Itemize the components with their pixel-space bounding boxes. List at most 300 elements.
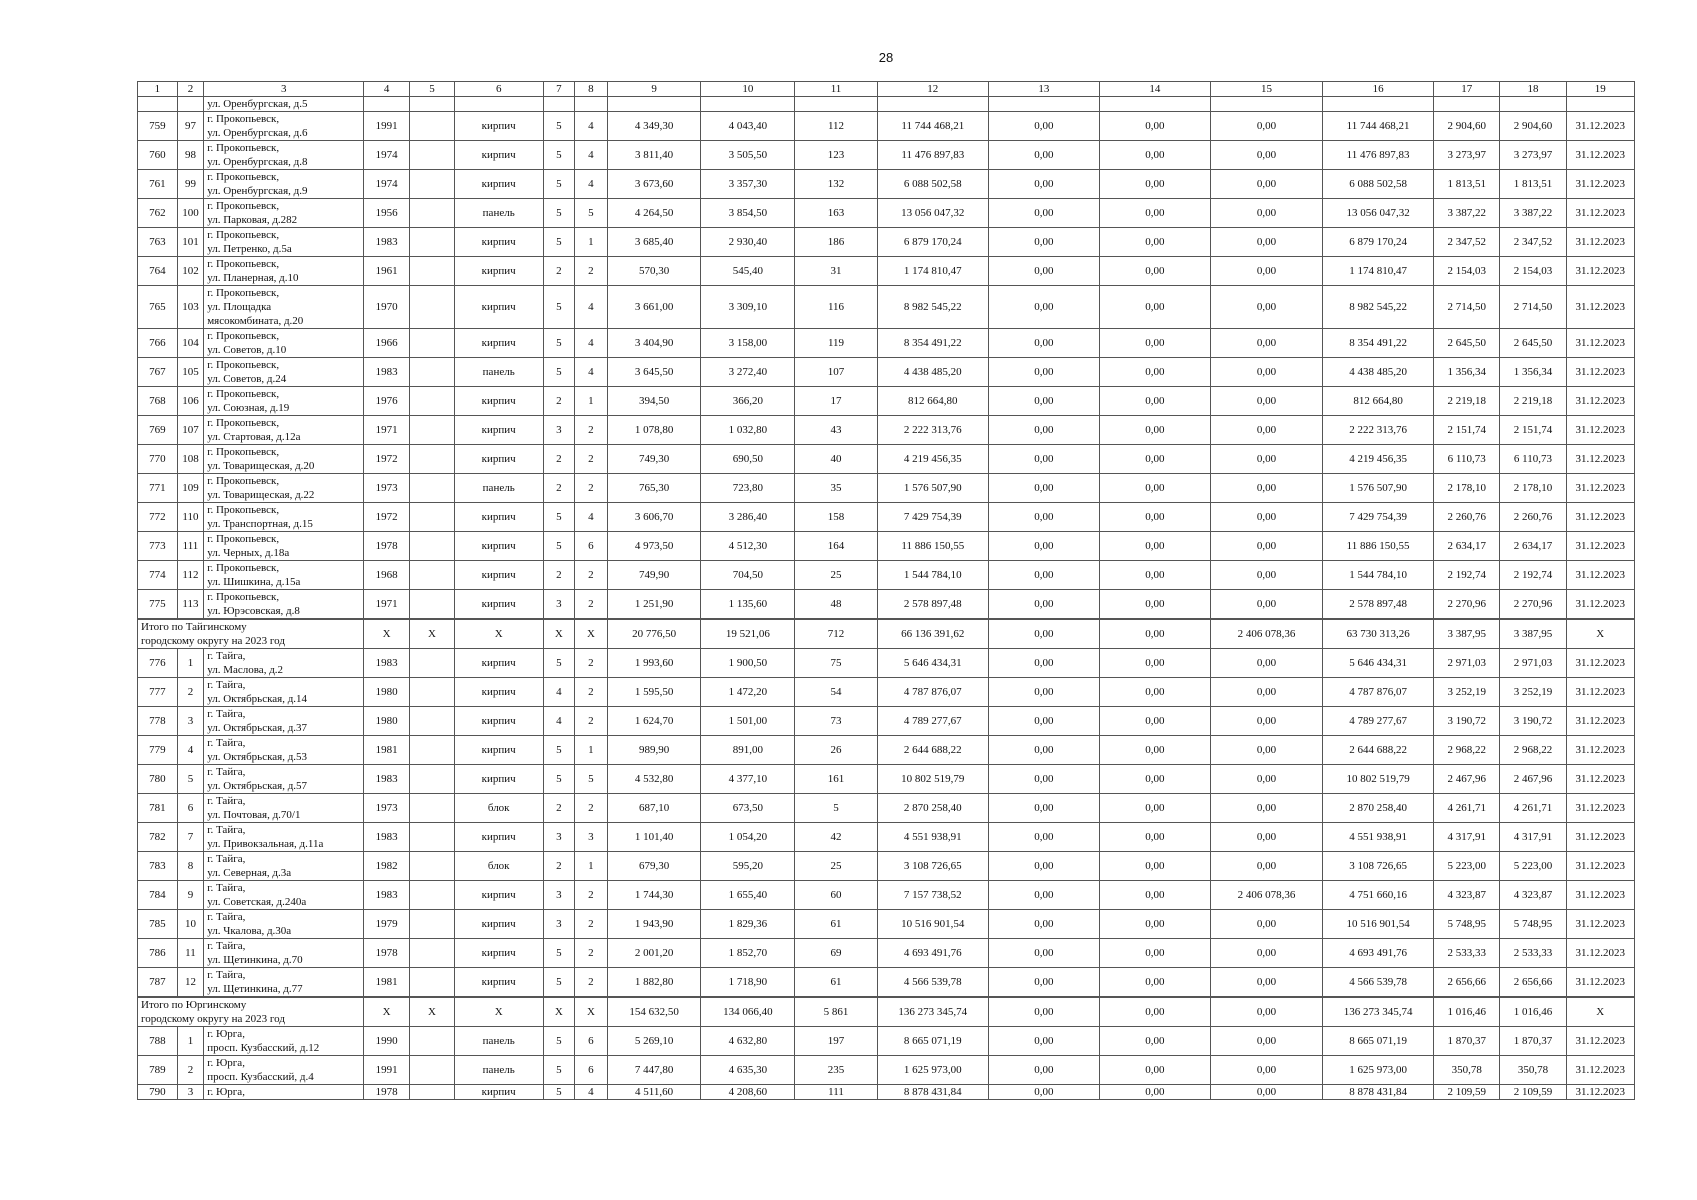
table-cell: 0,00	[1099, 387, 1210, 416]
table-cell: кирпич	[454, 141, 543, 170]
table-cell	[410, 765, 455, 794]
table-cell: 0,00	[988, 794, 1099, 823]
table-cell: 3 673,60	[607, 170, 701, 199]
table-cell: 774	[138, 561, 178, 590]
table-cell: 61	[795, 968, 878, 998]
table-cell: 4	[543, 678, 575, 707]
table-cell: 2	[575, 794, 608, 823]
table-cell: 776	[138, 649, 178, 678]
table-cell: 0,00	[1099, 707, 1210, 736]
table-cell: 0,00	[988, 939, 1099, 968]
table-cell: 0,00	[1210, 997, 1322, 1027]
table-cell: 2 968,22	[1434, 736, 1500, 765]
table-cell: 31.12.2023	[1566, 910, 1634, 939]
table-cell: 0,00	[1099, 561, 1210, 590]
table-cell: 2 001,20	[607, 939, 701, 968]
table-cell: 31.12.2023	[1566, 1027, 1634, 1056]
table-cell	[1434, 97, 1500, 112]
table-cell	[410, 228, 455, 257]
table-cell: 5	[575, 765, 608, 794]
table-cell: 2	[543, 852, 575, 881]
table-cell: 595,20	[701, 852, 795, 881]
table-cell	[795, 97, 878, 112]
address-cell: г. Прокопьевск, ул. Планерная, д.10	[204, 257, 364, 286]
table-cell: 113	[177, 590, 203, 620]
table-cell	[410, 678, 455, 707]
table-cell: 0,00	[1099, 1085, 1210, 1100]
address-cell: г. Тайга, ул. Октябрьская, д.14	[204, 678, 364, 707]
table-cell: 712	[795, 619, 878, 649]
table-cell: 0,00	[988, 968, 1099, 998]
table-cell: 0,00	[1099, 170, 1210, 199]
table-cell: 6 088 502,58	[1323, 170, 1434, 199]
table-row	[138, 112, 1635, 141]
table-cell: 109	[177, 474, 203, 503]
table-cell: 4 323,87	[1500, 881, 1566, 910]
table-cell: 25	[795, 852, 878, 881]
table-cell: 31.12.2023	[1566, 707, 1634, 736]
table-cell: 3 606,70	[607, 503, 701, 532]
table-cell: 779	[138, 736, 178, 765]
table-cell: 5	[543, 1027, 575, 1056]
address-cell: г. Прокопьевск, ул. Площадка мясокомбината, д.20	[204, 286, 364, 329]
table-cell	[1500, 97, 1566, 112]
table-cell: 4 566 539,78	[1323, 968, 1434, 998]
table-cell: 1 576 507,90	[877, 474, 988, 503]
table-cell: 31.12.2023	[1566, 823, 1634, 852]
table-cell: 8 354 491,22	[877, 329, 988, 358]
table-cell: 8 878 431,84	[1323, 1085, 1434, 1100]
table-cell: 11	[177, 939, 203, 968]
table-cell: 2 260,76	[1500, 503, 1566, 532]
table-cell: 768	[138, 387, 178, 416]
table-row	[138, 228, 1635, 257]
table-cell: 1981	[364, 736, 410, 765]
table-cell: 0,00	[988, 112, 1099, 141]
table-cell: 788	[138, 1027, 178, 1056]
table-cell: 4 208,60	[701, 1085, 795, 1100]
column-number: 4	[364, 82, 410, 97]
table-cell: 108	[177, 445, 203, 474]
register-table	[137, 81, 1635, 1100]
column-number: 10	[701, 82, 795, 97]
column-number-row	[138, 82, 1635, 97]
table-cell: 5	[543, 649, 575, 678]
table-cell: 3 252,19	[1500, 678, 1566, 707]
table-cell: 0,00	[988, 765, 1099, 794]
table-cell: 161	[795, 765, 878, 794]
table-cell: 2 222 313,76	[877, 416, 988, 445]
table-cell: 782	[138, 823, 178, 852]
table-cell: 1974	[364, 170, 410, 199]
table-cell: 4 219 456,35	[1323, 445, 1434, 474]
table-cell: 31.12.2023	[1566, 968, 1634, 998]
table-cell: 3 387,22	[1500, 199, 1566, 228]
table-cell: X	[543, 619, 575, 649]
table-cell: блок	[454, 794, 543, 823]
table-cell: 19 521,06	[701, 619, 795, 649]
table-cell: 5	[575, 199, 608, 228]
table-cell: 0,00	[1210, 561, 1322, 590]
table-cell: 61	[795, 910, 878, 939]
table-cell: 0,00	[1210, 678, 1322, 707]
address-cell: г. Прокопьевск, ул. Оренбургская, д.8	[204, 141, 364, 170]
table-cell: 1983	[364, 358, 410, 387]
table-cell: 1961	[364, 257, 410, 286]
address-cell: г. Прокопьевск, ул. Товарищеская, д.20	[204, 445, 364, 474]
table-cell: 2	[575, 707, 608, 736]
table-cell: 0,00	[988, 474, 1099, 503]
table-cell: 31.12.2023	[1566, 1085, 1634, 1100]
table-cell: 40	[795, 445, 878, 474]
table-row	[138, 358, 1635, 387]
table-row	[138, 736, 1635, 765]
table-cell: 781	[138, 794, 178, 823]
table-cell: 0,00	[1099, 329, 1210, 358]
table-cell: 1	[177, 1027, 203, 1056]
table-cell: 8 982 545,22	[877, 286, 988, 329]
table-cell: 2 151,74	[1434, 416, 1500, 445]
table-cell: 2	[543, 445, 575, 474]
column-number: 17	[1434, 82, 1500, 97]
table-row	[138, 329, 1635, 358]
table-cell: 98	[177, 141, 203, 170]
table-row	[138, 387, 1635, 416]
table-cell	[1566, 97, 1634, 112]
table-cell: 3 357,30	[701, 170, 795, 199]
address-cell: г. Тайга, ул. Маслова, д.2	[204, 649, 364, 678]
table-cell: 1 032,80	[701, 416, 795, 445]
table-cell: 0,00	[988, 649, 1099, 678]
table-cell	[410, 503, 455, 532]
continuation-row	[138, 97, 1635, 112]
table-cell: 1972	[364, 445, 410, 474]
table-cell: 786	[138, 939, 178, 968]
table-cell: 3 387,95	[1500, 619, 1566, 649]
address-cell: г. Прокопьевск, ул. Парковая, д.282	[204, 199, 364, 228]
table-row	[138, 170, 1635, 199]
table-cell: 11 886 150,55	[1323, 532, 1434, 561]
table-cell: 10 802 519,79	[877, 765, 988, 794]
table-cell	[410, 910, 455, 939]
table-cell: 11 744 468,21	[1323, 112, 1434, 141]
table-cell: 3	[543, 881, 575, 910]
table-cell: 6	[575, 1027, 608, 1056]
table-cell: 4 512,30	[701, 532, 795, 561]
table-cell: 790	[138, 1085, 178, 1100]
table-cell: 0,00	[1210, 112, 1322, 141]
table-cell: 1 625 973,00	[1323, 1056, 1434, 1085]
table-cell: 4 511,60	[607, 1085, 701, 1100]
table-cell: 0,00	[1210, 329, 1322, 358]
table-cell: 3 505,50	[701, 141, 795, 170]
table-cell: 0,00	[988, 170, 1099, 199]
table-cell: 767	[138, 358, 178, 387]
table-cell: 0,00	[1210, 707, 1322, 736]
table-cell: 1991	[364, 112, 410, 141]
table-cell: 1 501,00	[701, 707, 795, 736]
table-cell: панель	[454, 358, 543, 387]
address-cell: г. Юрга, просп. Кузбасский, д.12	[204, 1027, 364, 1056]
table-cell: 0,00	[1210, 765, 1322, 794]
table-cell: 136 273 345,74	[877, 997, 988, 1027]
table-cell: 107	[795, 358, 878, 387]
table-cell: 2	[575, 474, 608, 503]
table-cell: 545,40	[701, 257, 795, 286]
subtotal-row	[138, 619, 1635, 649]
table-cell: 1 356,34	[1500, 358, 1566, 387]
table-cell: кирпич	[454, 736, 543, 765]
table-cell: 5 269,10	[607, 1027, 701, 1056]
table-cell: 4 043,40	[701, 112, 795, 141]
subtotal-row	[138, 997, 1635, 1027]
table-cell	[410, 141, 455, 170]
table-cell: 1 595,50	[607, 678, 701, 707]
table-cell: кирпич	[454, 968, 543, 998]
table-row	[138, 474, 1635, 503]
table-cell: 31.12.2023	[1566, 765, 1634, 794]
table-cell: 2 533,33	[1434, 939, 1500, 968]
table-cell: 0,00	[988, 910, 1099, 939]
table-cell: 3 190,72	[1500, 707, 1566, 736]
column-number: 19	[1566, 82, 1634, 97]
table-cell: 10 516 901,54	[1323, 910, 1434, 939]
table-cell: 123	[795, 141, 878, 170]
table-cell: X	[543, 997, 575, 1027]
table-cell: 2 971,03	[1434, 649, 1500, 678]
table-cell: 2 347,52	[1500, 228, 1566, 257]
table-cell: 4 789 277,67	[1323, 707, 1434, 736]
table-cell: кирпич	[454, 503, 543, 532]
table-cell: 6	[575, 1056, 608, 1085]
table-cell	[177, 97, 203, 112]
table-row	[138, 286, 1635, 329]
table-cell: 777	[138, 678, 178, 707]
table-cell: 3 252,19	[1434, 678, 1500, 707]
table-cell: 0,00	[1210, 474, 1322, 503]
address-cell: г. Прокопьевск, ул. Советов, д.24	[204, 358, 364, 387]
table-cell: кирпич	[454, 910, 543, 939]
table-cell: 7 447,80	[607, 1056, 701, 1085]
table-cell: 111	[177, 532, 203, 561]
table-cell	[364, 97, 410, 112]
table-cell: 8 878 431,84	[877, 1085, 988, 1100]
table-cell: 5	[543, 112, 575, 141]
table-cell: 0,00	[1210, 910, 1322, 939]
table-cell: 760	[138, 141, 178, 170]
table-cell: 6	[575, 532, 608, 561]
table-cell	[1323, 97, 1434, 112]
column-number: 13	[988, 82, 1099, 97]
table-cell: 9	[177, 881, 203, 910]
table-cell: 8 665 071,19	[1323, 1027, 1434, 1056]
table-cell: 0,00	[1099, 228, 1210, 257]
table-cell: 2 904,60	[1434, 112, 1500, 141]
table-cell: 4 787 876,07	[877, 678, 988, 707]
table-cell: 0,00	[1099, 939, 1210, 968]
table-row	[138, 1085, 1635, 1100]
table-cell: 1 174 810,47	[877, 257, 988, 286]
table-cell: 2 406 078,36	[1210, 881, 1322, 910]
table-cell: 158	[795, 503, 878, 532]
table-cell: 1 135,60	[701, 590, 795, 620]
table-row	[138, 445, 1635, 474]
table-cell: 5 748,95	[1434, 910, 1500, 939]
table-cell: 5 223,00	[1500, 852, 1566, 881]
table-cell	[410, 170, 455, 199]
table-cell: 6 879 170,24	[877, 228, 988, 257]
table-cell: 0,00	[1099, 619, 1210, 649]
table-cell: X	[410, 997, 455, 1027]
table-cell: 0,00	[988, 329, 1099, 358]
table-cell: 2	[575, 649, 608, 678]
table-cell: 5	[543, 1056, 575, 1085]
table-cell: 1	[177, 649, 203, 678]
table-cell: 102	[177, 257, 203, 286]
table-cell: 2	[575, 590, 608, 620]
table-cell: 1978	[364, 939, 410, 968]
table-cell: 1983	[364, 228, 410, 257]
table-cell	[410, 416, 455, 445]
table-cell: 783	[138, 852, 178, 881]
table-cell: 2	[543, 257, 575, 286]
table-cell: 1	[575, 387, 608, 416]
table-cell: 3	[543, 823, 575, 852]
table-cell: 4 377,10	[701, 765, 795, 794]
table-cell: 0,00	[988, 387, 1099, 416]
table-cell: 42	[795, 823, 878, 852]
table-cell: 4 438 485,20	[1323, 358, 1434, 387]
table-cell: 0,00	[988, 199, 1099, 228]
table-cell: 11 476 897,83	[1323, 141, 1434, 170]
table-cell: 4 632,80	[701, 1027, 795, 1056]
table-cell: 4 566 539,78	[877, 968, 988, 998]
table-cell: 0,00	[988, 228, 1099, 257]
table-cell: 1 718,90	[701, 968, 795, 998]
table-cell: 1 655,40	[701, 881, 795, 910]
table-cell: 31.12.2023	[1566, 416, 1634, 445]
table-cell: 0,00	[1099, 997, 1210, 1027]
table-row	[138, 141, 1635, 170]
table-cell: X	[575, 997, 608, 1027]
table-cell: 1	[575, 736, 608, 765]
table-cell: 3	[543, 590, 575, 620]
address-cell: г. Тайга, ул. Октябрьская, д.37	[204, 707, 364, 736]
table-cell: 761	[138, 170, 178, 199]
table-cell: 7	[177, 823, 203, 852]
table-cell: 60	[795, 881, 878, 910]
table-cell: 5 748,95	[1500, 910, 1566, 939]
address-cell: г. Юрга,	[204, 1085, 364, 1100]
table-cell: 13 056 047,32	[1323, 199, 1434, 228]
table-cell: 31.12.2023	[1566, 503, 1634, 532]
table-cell: 154 632,50	[607, 997, 701, 1027]
table-cell: 132	[795, 170, 878, 199]
address-cell: г. Прокопьевск, ул. Советов, д.10	[204, 329, 364, 358]
table-cell: 4 693 491,76	[877, 939, 988, 968]
table-cell: 789	[138, 1056, 178, 1085]
table-cell: 5	[543, 141, 575, 170]
table-cell: 0,00	[1099, 358, 1210, 387]
table-cell: 31.12.2023	[1566, 852, 1634, 881]
table-cell: 1 993,60	[607, 649, 701, 678]
column-number: 7	[543, 82, 575, 97]
address-cell: г. Тайга, ул. Щетинкина, д.70	[204, 939, 364, 968]
table-cell: кирпич	[454, 445, 543, 474]
table-cell: 5	[543, 199, 575, 228]
table-cell: 762	[138, 199, 178, 228]
table-cell: 163	[795, 199, 878, 228]
table-cell: 0,00	[988, 678, 1099, 707]
table-cell: 5	[543, 1085, 575, 1100]
table-cell: 0,00	[1099, 794, 1210, 823]
table-cell: 1978	[364, 1085, 410, 1100]
table-cell: 0,00	[1099, 199, 1210, 228]
table-cell: 4 789 277,67	[877, 707, 988, 736]
table-cell: 104	[177, 329, 203, 358]
table-cell: X	[575, 619, 608, 649]
table-row	[138, 199, 1635, 228]
table-cell: 5	[543, 968, 575, 998]
table-cell: 0,00	[988, 416, 1099, 445]
table-cell: 3 685,40	[607, 228, 701, 257]
table-cell: 2 578 897,48	[877, 590, 988, 620]
table-cell: 3 387,95	[1434, 619, 1500, 649]
table-cell: 2 178,10	[1434, 474, 1500, 503]
table-cell: 0,00	[1099, 881, 1210, 910]
table-cell: 0,00	[1099, 257, 1210, 286]
table-cell: 2 406 078,36	[1210, 619, 1322, 649]
table-cell: 5	[795, 794, 878, 823]
address-cell: г. Прокопьевск, ул. Оренбургская, д.6	[204, 112, 364, 141]
table-cell: 35	[795, 474, 878, 503]
table-cell: 0,00	[1099, 765, 1210, 794]
table-cell: 0,00	[1210, 228, 1322, 257]
table-cell	[410, 1085, 455, 1100]
table-cell: 778	[138, 707, 178, 736]
address-cell: г. Тайга, ул. Северная, д.3а	[204, 852, 364, 881]
table-cell: 5 861	[795, 997, 878, 1027]
table-cell: 0,00	[1210, 170, 1322, 199]
table-cell: 1971	[364, 590, 410, 620]
table-cell: 0,00	[1210, 387, 1322, 416]
column-number: 15	[1210, 82, 1322, 97]
table-cell: 673,50	[701, 794, 795, 823]
table-cell: 2 178,10	[1500, 474, 1566, 503]
table-cell: 31.12.2023	[1566, 736, 1634, 765]
table-cell	[410, 112, 455, 141]
table-cell: кирпич	[454, 561, 543, 590]
table-cell: 394,50	[607, 387, 701, 416]
table-cell: 1968	[364, 561, 410, 590]
table-cell: 0,00	[1210, 590, 1322, 620]
table-cell: 784	[138, 881, 178, 910]
table-cell: 1980	[364, 707, 410, 736]
table-cell	[410, 939, 455, 968]
table-cell: 2 645,50	[1500, 329, 1566, 358]
table-cell: 723,80	[701, 474, 795, 503]
table-cell: 5	[543, 503, 575, 532]
table-cell: 112	[177, 561, 203, 590]
table-cell: 1 943,90	[607, 910, 701, 939]
table-cell: 0,00	[1210, 736, 1322, 765]
table-cell: кирпич	[454, 257, 543, 286]
table-cell: 704,50	[701, 561, 795, 590]
table-cell: 4	[575, 286, 608, 329]
column-number: 14	[1099, 82, 1210, 97]
table-cell: 20 776,50	[607, 619, 701, 649]
address-cell: г. Тайга, ул. Почтовая, д.70/1	[204, 794, 364, 823]
